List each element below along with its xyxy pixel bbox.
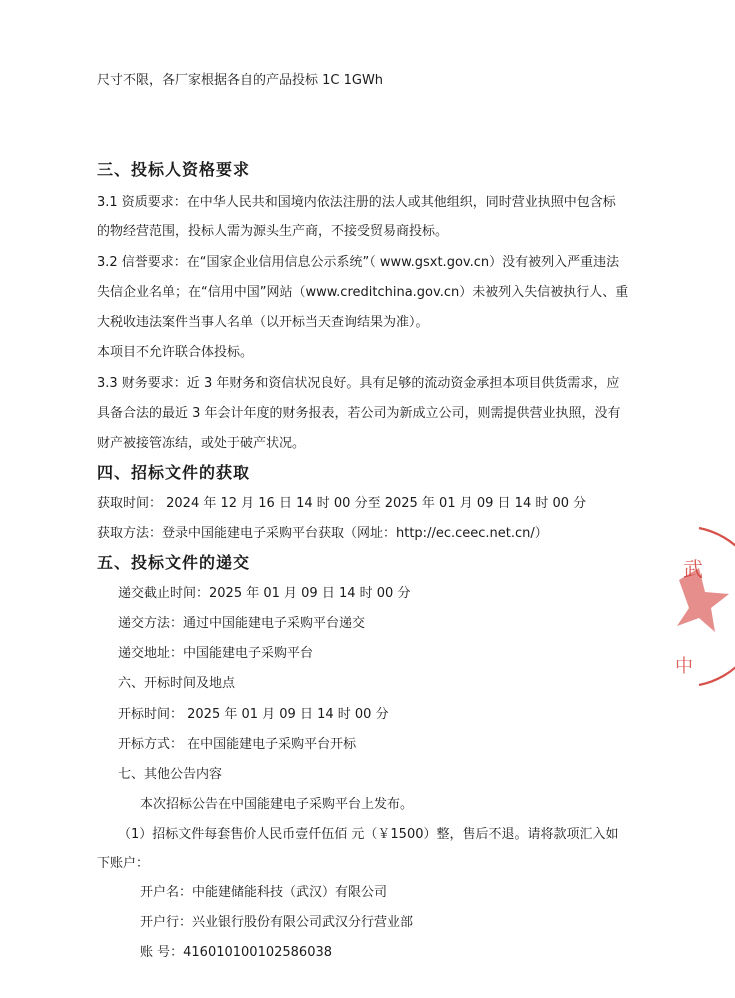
submit-address-text: 递交地址：中国能建电子采购平台 — [118, 646, 314, 661]
submit-method-text: 递交方法：通过中国能建电子采购平台递交 — [118, 616, 366, 631]
opening-method-text: 开标方式： 在中国能建电子采购平台开标 — [118, 737, 357, 752]
obtain-time-text: 获取时间： 2024 年 12 月 16 日 14 时 00 分至 2025 年 01 月 09 日 14 时 00 分 — [97, 496, 587, 511]
qualification-3-1-line2: 的物经营范围，投标人需为源头生产商，不接受贸易商投标。 — [97, 224, 449, 239]
section-4-heading: 四、招标文件的获取 — [97, 463, 251, 482]
product-size-text: 尺寸不限，各厂家根据各自的产品投标 1C 1GWh — [97, 73, 384, 88]
opening-time-text: 开标时间： 2025 年 01 月 09 日 14 时 00 分 — [118, 707, 389, 722]
section-6-heading: 六、开标时间及地点 — [118, 676, 236, 691]
finance-3-3-line1: 3.3 财务要求：近 3 年财务和资信状况良好。具有足够的流动资金承担本项目供货需求，应 — [97, 376, 620, 391]
account-bank-text: 开户行：兴业银行股份有限公司武汉分行营业部 — [140, 915, 414, 930]
seal-char-2: 中 — [675, 656, 693, 677]
qualification-3-1-line1: 3.1 资质要求：在中华人民共和国境内依法注册的法人或其他组织，同时营业执照中包含标 — [97, 195, 616, 210]
account-name-text: 开户名：中能建储能科技（武汉）有限公司 — [140, 885, 388, 900]
credit-3-2-line1: 3.2 信誉要求：在“国家企业信用信息公示系统”（ www.gsxt.gov.cn）没有被列入严重违法 — [97, 255, 620, 270]
fee-text-line2: 下账户： — [97, 856, 150, 871]
section-5-heading: 五、投标文件的递交 — [97, 553, 251, 572]
finance-3-3-line3: 财产被接管冻结，或处于破产状况。 — [97, 436, 306, 451]
credit-3-2-line3: 大税收违法案件当事人名单（以开标当天查询结果为准）。 — [97, 315, 429, 330]
publish-notice-text: 本次招标公告在中国能建电子采购平台上发布。 — [140, 797, 414, 812]
section-3-heading: 三、投标人资格要求 — [97, 160, 251, 179]
account-number-text: 账 号：416010100102586038 — [140, 945, 333, 960]
fee-text-line1: （1）招标文件每套售价人民币壹仟伍佰 元（￥1500）整，售后不退。请将款项汇入如 — [118, 827, 619, 842]
credit-3-2-line2: 失信企业名单；在“信用中国”网站（www.creditchina.gov.cn）未被列入失信被执行人、重 — [97, 285, 629, 300]
seal-char-1: 武 — [683, 557, 703, 581]
submit-deadline-text: 递交截止时间：2025 年 01 月 09 日 14 时 00 分 — [118, 586, 411, 601]
company-seal-stamp — [655, 520, 735, 695]
no-joint-bid-text: 本项目不允许联合体投标。 — [97, 345, 254, 360]
finance-3-3-line2: 具备合法的最近 3 年会计年度的财务报表，若公司为新成立公司，则需提供营业执照，没有 — [97, 406, 621, 421]
obtain-method-text: 获取方法：登录中国能建电子采购平台获取（网址：http://ec.ceec.net.cn/） — [97, 526, 548, 541]
section-7-heading: 七、其他公告内容 — [118, 767, 223, 782]
